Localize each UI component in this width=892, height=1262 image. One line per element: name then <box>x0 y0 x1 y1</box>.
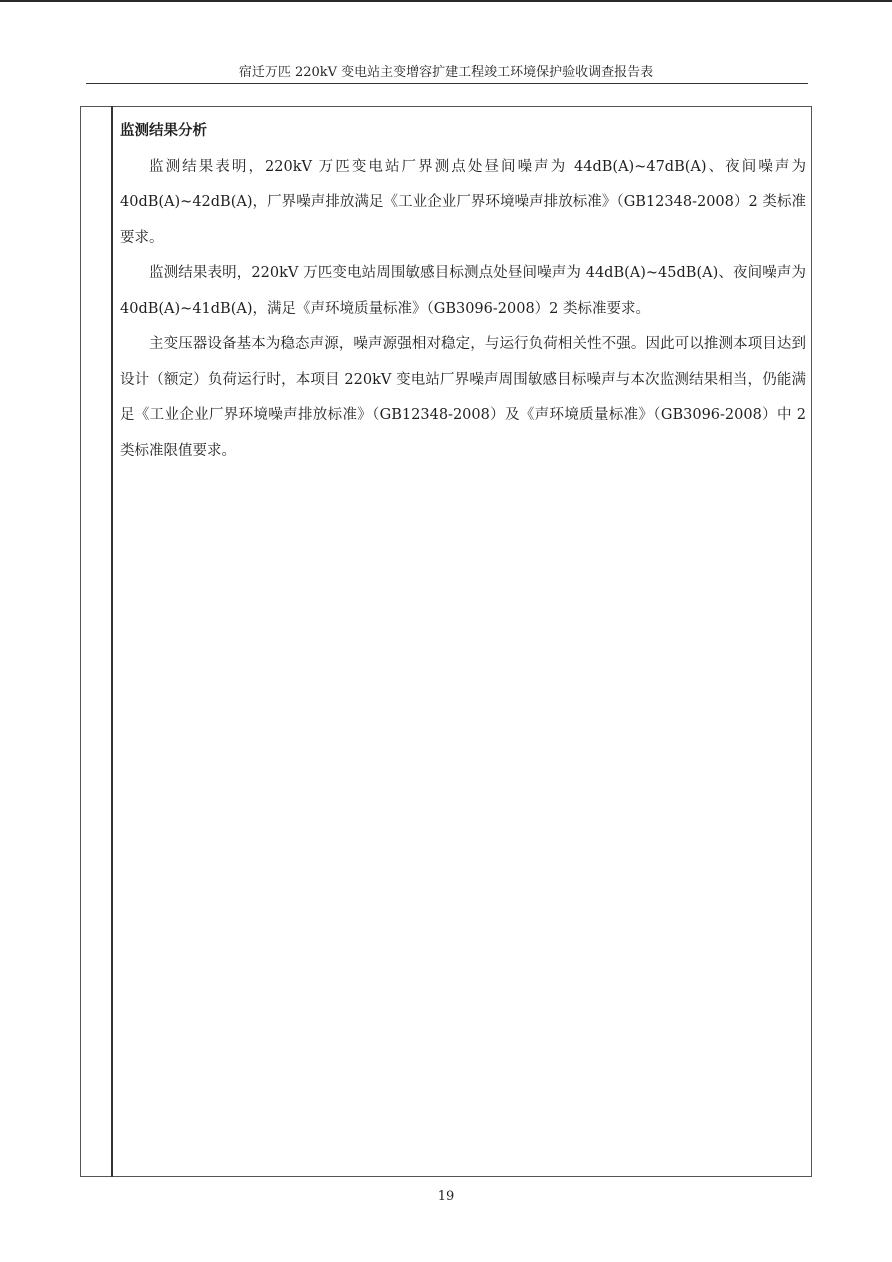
page-number: 19 <box>437 1189 455 1204</box>
paragraph-boundary-noise: 监测结果表明，220kV 万匹变电站厂界测点处昼间噪声为 44dB(A)~47dB(A)、夜间噪声为 40dB(A)~42dB(A)，厂界噪声排放满足《工业企业厂界环境噪声排放标准》（GB12348-2008）2 类标准要求。 <box>120 158 806 246</box>
table-left-column-divider <box>111 106 113 1177</box>
report-content-cell <box>120 114 806 469</box>
section-title: 监测结果分析 <box>120 123 207 139</box>
page-header-title: 宿迁万匹 220kV 变电站主变增容扩建工程竣工环境保护验收调查报告表 <box>238 65 654 80</box>
top-border-rule <box>0 0 892 2</box>
paragraph-rated-load-inference: 主变压器设备基本为稳态声源，噪声源强相对稳定，与运行负荷相关性不强。因此可以推测本项目达到设计（额定）负荷运行时，本项目 220kV 变电站厂界噪声周围敏感目标噪声与本次监测结果相当，仍能满足《工业企业厂界环境噪声排放标准》（GB12348-2008）及《声环境质量标准》（GB3096-2008）中 2 类标准限值要求。 <box>120 336 806 459</box>
header-underline <box>86 83 808 84</box>
paragraph-sensitive-target-noise: 监测结果表明，220kV 万匹变电站周围敏感目标测点处昼间噪声为 44dB(A)~45dB(A)、夜间噪声为 40dB(A)~41dB(A)，满足《声环境质量标准》（GB3096-2008）2 类标准要求。 <box>120 265 806 317</box>
